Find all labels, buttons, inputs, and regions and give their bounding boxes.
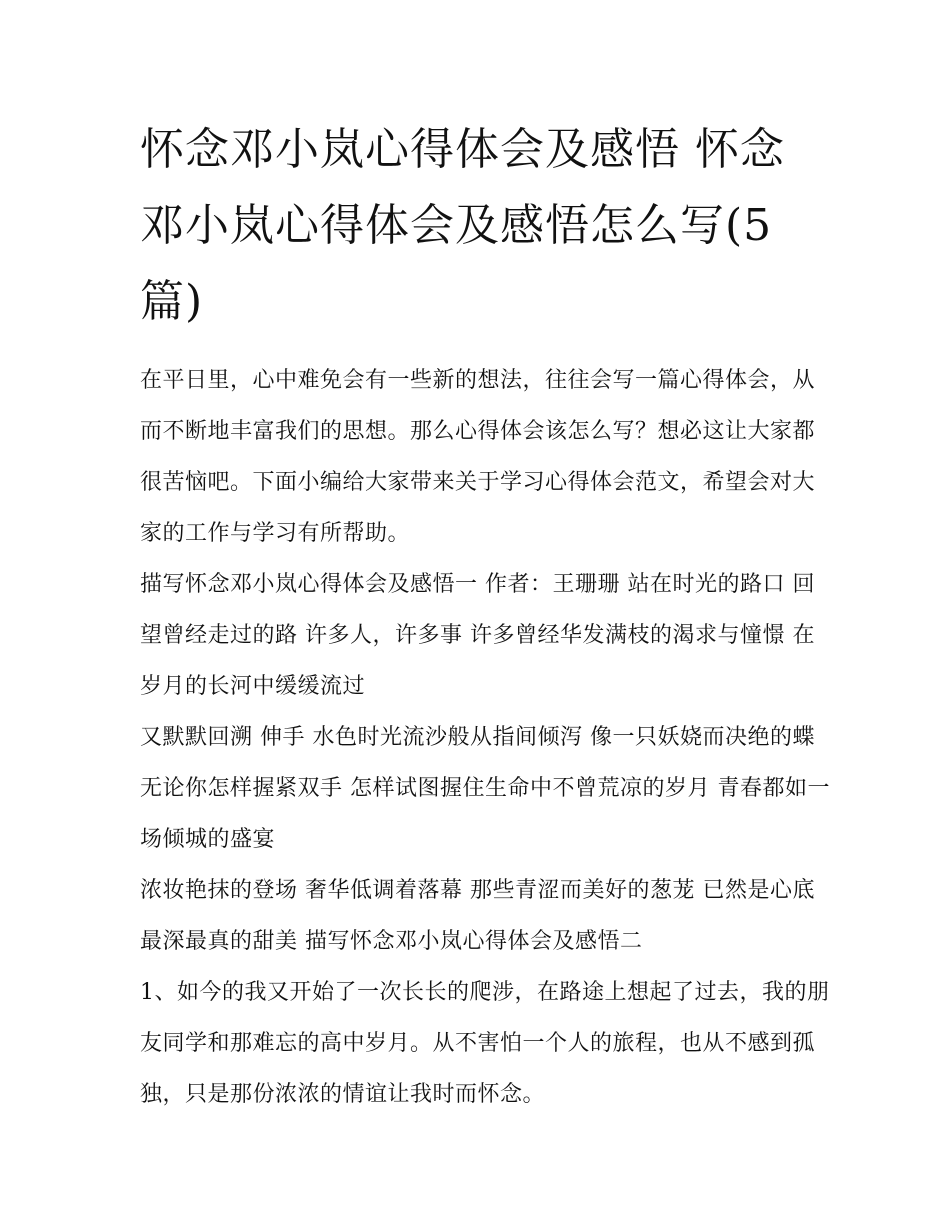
paragraph: 1、如今的我又开始了一次长长的爬涉，在路途上想起了过去，我的朋友同学和那难忘的高中岁月。从不害怕一个人的旅程，也从不感到孤独，只是那份浓浓的情谊让我时而怀念。: [140, 980, 830, 1107]
paragraph: 又默默回溯 伸手 水色时光流沙般从指间倾泻 像一只妖娆而决绝的蝶 无论你怎样握紧双手 怎样试图握住生命中不曾荒凉的岁月 青春都如一场倾城的盛宴: [140, 725, 830, 852]
document-body: [140, 355, 830, 1120]
paragraph: 浓妆艳抹的登场 奢华低调着落幕 那些青涩而美好的葱茏 已然是心底最深最真的甜美 描写怀念邓小岚心得体会及感悟二: [140, 878, 815, 954]
paragraph: 描写怀念邓小岚心得体会及感悟一 作者：王珊珊 站在时光的路口 回望曾经走过的路 许多人，许多事 许多曾经华发满枝的渴求与憧憬 在岁月的长河中缓缓流过: [140, 572, 815, 699]
intro-paragraph: 在平日里，心中难免会有一些新的想法，往往会写一篇心得体会，从而不断地丰富我们的思想。那么心得体会该怎么写？想必这让大家都很苦恼吧。下面小编给大家带来关于学习心得体会范文，希望会对大家的工作与学习有所帮助。: [140, 368, 816, 546]
document-title: 怀念邓小岚心得体会及感悟 怀念邓小岚心得体会及感悟怎么写(5篇): [140, 124, 785, 327]
